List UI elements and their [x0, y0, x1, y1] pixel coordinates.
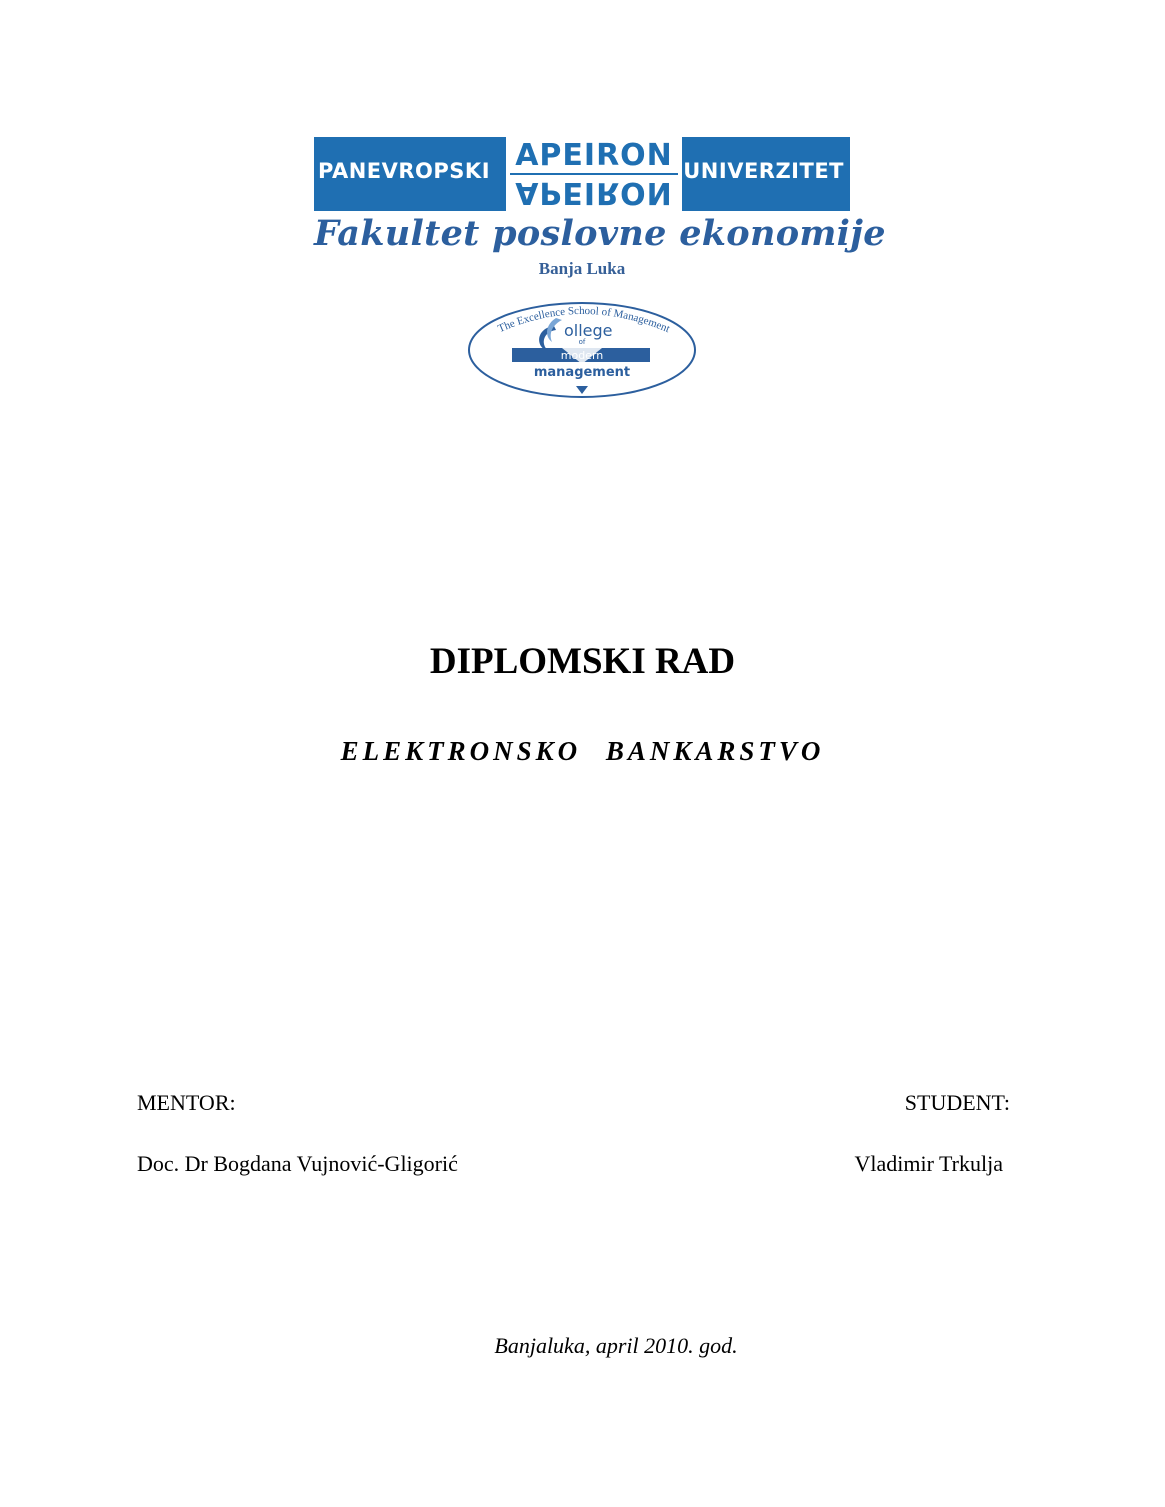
- mentor-name: Doc. Dr Bogdana Vujnović-Gligorić: [137, 1151, 458, 1176]
- faculty-city: Banja Luka: [538, 259, 626, 278]
- university-banner-logo: [314, 137, 850, 211]
- seal-arc-text: The Excellence School of Management: [496, 304, 672, 336]
- seal-of-text: of: [578, 338, 586, 346]
- college-seal-logo: [466, 298, 698, 400]
- apeiron-mirrored-text: APEIRON: [515, 175, 673, 210]
- document-subtitle: ELEKTRONSKO BANKARSTVO: [340, 736, 825, 766]
- document-title: DIPLOMSKI RAD: [429, 641, 736, 682]
- banner-left-text: PANEVROPSKI: [318, 159, 491, 183]
- seal-management-text: management: [533, 365, 631, 380]
- mentor-label: MENTOR:: [137, 1090, 236, 1115]
- seal-bottom-mark: [576, 386, 588, 394]
- seal-college-text: ollege: [564, 321, 613, 340]
- student-label: STUDENT:: [904, 1090, 1010, 1115]
- place-and-date: Banjaluka, april 2010. god.: [494, 1333, 738, 1358]
- banner-right-text: UNIVERZITET: [683, 159, 844, 183]
- faculty-name: Fakultet poslovne ekonomije: [314, 213, 886, 254]
- seal-modern-text: modern: [560, 349, 604, 362]
- apeiron-top-text: APEIRON: [515, 138, 673, 173]
- student-name: Vladimir Trkulja: [854, 1151, 1003, 1176]
- apeiron-logo: [506, 137, 682, 211]
